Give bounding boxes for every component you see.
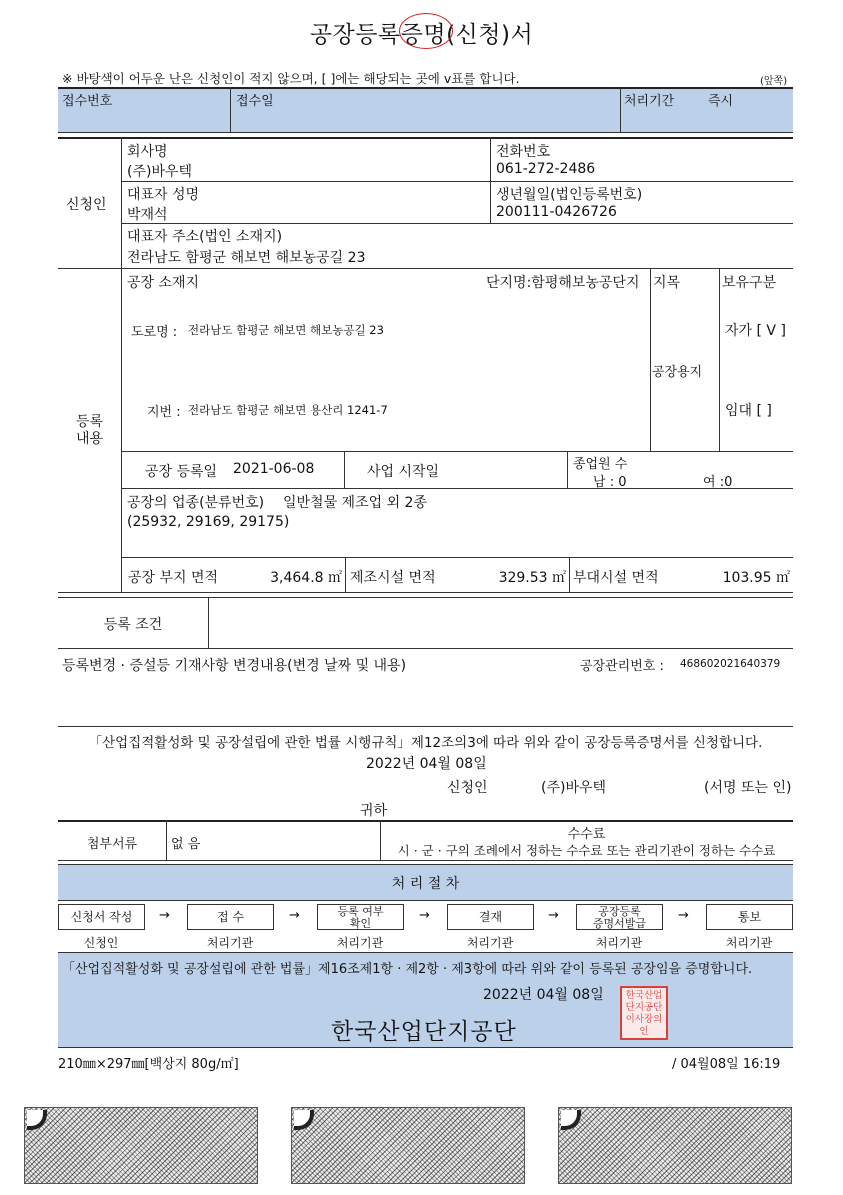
proc-actor: 처리기관 (466, 936, 514, 950)
certify-statement: 「산업집적활성화 및 공장설립에 관한 법률」제16조제1항 · 제2항 · 제3항에 따라 위와 같이 등록된 공장임을 증명합니다. (62, 962, 753, 977)
notice-text: ※ 바탕색이 어두운 난은 신청인이 적지 않으며, [ ]에는 해당되는 곳에 v표를 합니다. (62, 71, 520, 86)
official-seal (620, 986, 668, 1040)
complex-label: 단지명:함평해보농공단지 (486, 275, 640, 291)
rep-value: 박재석 (127, 207, 168, 223)
registration-section-label: 등록 내용 (75, 414, 104, 447)
applicant-section-label: 신청인 (66, 197, 107, 213)
paper-spec: 210㎜×297㎜[백상지 80g/㎡] (58, 1057, 239, 1072)
receipt-no-label: 접수번호 (62, 94, 113, 109)
changes-label: 등록변경 · 증설등 기재사항 변경내용(변경 날짜 및 내용) (62, 658, 407, 674)
aux-area-label: 부대시설 면적 (573, 570, 659, 586)
male-count: 남 : 0 (593, 475, 627, 490)
aux-area-value: 103.95 ㎡ (722, 570, 790, 586)
fee-label: 수수료 (567, 827, 606, 842)
security-barcode (291, 1107, 525, 1184)
phone-value: 061-272-2486 (496, 161, 596, 177)
industry-value: 일반철물 제조업 외 2종 (283, 495, 427, 511)
issuer-name: 한국산업단지공단 (331, 1019, 517, 1045)
arrow-icon: → (159, 908, 170, 923)
female-count: 여 :0 (703, 475, 733, 490)
factory-land-value: 공장용지 (652, 365, 703, 380)
birth-value: 200111-0426726 (496, 204, 617, 220)
page-side: (앞쪽) (760, 76, 788, 87)
fee-value: 시 · 군 · 구의 조례에서 정하는 수수료 또는 관리기관이 정하는 수수료 (397, 843, 776, 858)
road-value: 전라남도 함평군 해보면 해보농공길 23 (188, 323, 384, 337)
attachments-label: 첨부서류 (86, 837, 138, 852)
document-title: 공장등록증명(신청)서 (309, 22, 534, 48)
mfg-area-label: 제조시설 면적 (350, 570, 436, 586)
proc-actor: 신청인 (83, 936, 119, 950)
sign-hint: (서명 또는 인) (704, 780, 792, 796)
proc-actor: 처리기관 (725, 936, 773, 950)
procedure-title: 처 리 절 차 (391, 876, 460, 892)
arrow-icon: → (548, 908, 559, 923)
processing-value: 즉시 (708, 94, 734, 109)
title-circle-annotation (399, 13, 453, 49)
processing-label: 처리기간 (624, 94, 675, 109)
security-barcode (24, 1107, 258, 1184)
print-time: / 04월08일 16:19 (672, 1057, 781, 1072)
road-label: 도로명 : (131, 325, 178, 340)
conditions-label: 등록 조건 (103, 617, 163, 633)
address-label: 대표자 주소(법인 소재지) (127, 229, 283, 245)
company-label: 회사명 (127, 144, 168, 160)
seal-text: 한국산업단지공단이사장의인 (625, 990, 663, 1037)
proc-actor: 처리기관 (595, 936, 643, 950)
reg-date-label: 공장 등록일 (145, 464, 218, 480)
security-barcode (558, 1107, 792, 1184)
receipt-date-label: 접수일 (236, 94, 274, 109)
jimok-label: 지목 (653, 275, 681, 291)
certify-date: 2022년 04월 08일 (483, 987, 604, 1003)
attachments-value: 없 음 (171, 837, 201, 852)
rep-label: 대표자 성명 (127, 187, 200, 203)
industry-codes: (25932, 29169, 29175) (127, 514, 290, 530)
proc-step-approval: 결재 (447, 904, 534, 930)
proc-step-receipt: 접 수 (187, 904, 274, 930)
lease-option: 임대 [ ] (725, 403, 772, 419)
proc-step-apply: 신청서 작성 (58, 904, 145, 930)
proc-actor: 처리기관 (206, 936, 254, 950)
birth-label: 생년월일(법인등록번호) (496, 187, 643, 203)
factory-mgmt-label: 공장관리번호 : (580, 659, 664, 674)
site-area-value: 3,464.8 ㎡ (270, 570, 342, 586)
address-value: 전라남도 함평군 해보면 해보농공길 23 (127, 250, 366, 266)
factory-mgmt-value: 468602021640379 (680, 658, 781, 670)
jibun-value: 전라남도 함평군 해보면 용산리 1241-7 (188, 403, 388, 417)
applicant-sign-label: 신청인 (447, 780, 488, 796)
arrow-icon: → (289, 908, 300, 923)
proc-step-issue: 공장등록 증명서발급 (576, 904, 663, 930)
addressee: 귀하 (360, 803, 388, 819)
phone-label: 전화번호 (496, 144, 551, 160)
employees-label: 종업원 수 (573, 457, 628, 472)
jibun-label: 지번 : (147, 405, 181, 420)
proc-step-notify: 통보 (706, 904, 793, 930)
ownership-label: 보유구분 (722, 275, 777, 291)
reg-date-value: 2021-06-08 (233, 461, 315, 477)
proc-actor: 처리기관 (336, 936, 384, 950)
applicant-sign-name: (주)바우텍 (541, 780, 607, 796)
application-date: 2022년 04월 08일 (366, 756, 487, 772)
industry-label: 공장의 업종(분류번호) (127, 495, 265, 511)
receipt-header (58, 87, 793, 132)
mfg-area-value: 329.53 ㎡ (498, 570, 566, 586)
start-date-label: 사업 시작일 (367, 464, 440, 480)
arrow-icon: → (419, 908, 430, 923)
proc-step-check: 등록 여부 확인 (317, 904, 404, 930)
company-value: (주)바우텍 (127, 164, 193, 180)
site-area-label: 공장 부지 면적 (128, 570, 219, 586)
location-label: 공장 소재지 (127, 275, 200, 291)
arrow-icon: → (678, 908, 689, 923)
own-option: 자가 [ V ] (725, 323, 786, 339)
application-statement: 「산업집적활성화 및 공장설립에 관한 법률 시행규칙」제12조의3에 따라 위와 같이 공장등록증명서를 신청합니다. (88, 735, 763, 751)
